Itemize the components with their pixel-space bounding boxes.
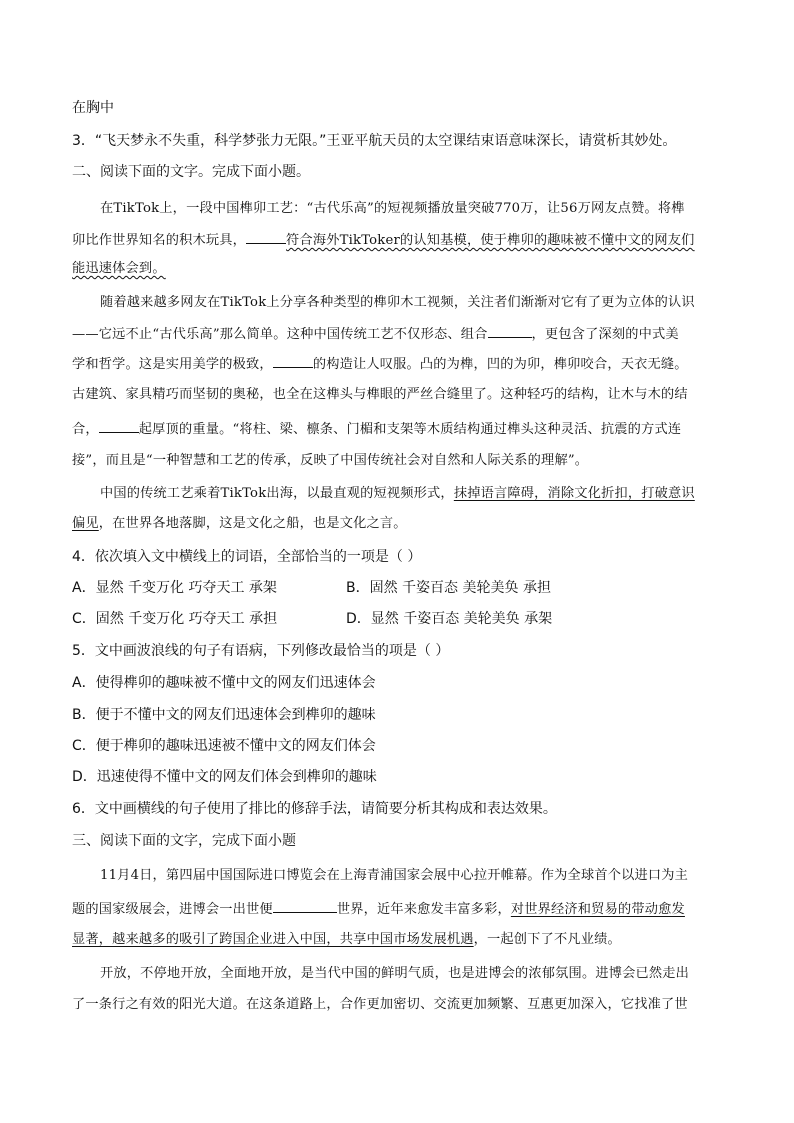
passage-line (100, 484, 750, 504)
passage-text: 卯比作世界知名的积木玩具， (72, 233, 247, 248)
fill-blank (273, 898, 337, 913)
wavy-underlined-sentence: 符合海外TikToker的认知基模，使于榫卯的趣味被不懂中文的网友们 (286, 233, 695, 248)
passage-line: 古建筑、家具精巧而坚韧的奥秘，也全在这榫头与榫眼的严丝合缝里了。这种轻巧的结构，让木与木的结 (72, 387, 688, 402)
section-3-heading: 三、阅读下面的文字，完成下面小题 (72, 833, 296, 849)
option-d: D．迅速使得不懂中文的网友们体会到榫卯的趣味 (72, 769, 377, 785)
passage-line (72, 930, 722, 950)
question-5: 5．文中画波浪线的句子有语病，下列修改最恰当的项是（ ） (72, 643, 450, 659)
passage-line (72, 418, 722, 440)
passage-line (72, 323, 722, 345)
passage-line: 了一条行之有效的阳光大道。在这条道路上，合作更加密切、交流更加频繁、互惠更加深入，它找准了世 (72, 997, 688, 1012)
passage-text: 中国的传统工艺乘着TikTok出海，以最直观的短视频形式， (100, 486, 454, 501)
section-2-heading: 二、阅读下面的文字。完成下面小题。 (72, 164, 310, 180)
passage-line: 11月4日，第四届中国国际进口博览会在上海青浦国家会展中心拉开帷幕。作为全球首个以进口为主 (100, 868, 689, 883)
underlined-sentence: 抹掉语言障碍，消除文化折扣，打破意识 (453, 486, 695, 501)
wavy-underlined-sentence: 能迅速体会到。 (72, 261, 166, 276)
underlined-sentence: 对世界经济和贸易的带动愈发 (510, 902, 685, 917)
option-a: A．显然 千变万化 巧夺天工 承架 (72, 580, 277, 596)
passage-line (72, 229, 722, 251)
option-b: B．便于不懂中文的网友们迅速体会到榫卯的趣味 (72, 707, 376, 723)
passage-text: ，一起创下了不凡业绩。 (473, 932, 621, 947)
fill-blank (99, 418, 139, 433)
passage-text: ，更包含了深刻的中式美 (531, 327, 679, 342)
underlined-sentence: 偏见 (72, 516, 99, 531)
question-4-options-row (72, 609, 553, 629)
underlined-sentence: 显著，越来越多的吸引了跨国企业进入中国，共享中国市场发展机遇 (72, 932, 474, 947)
fill-blank (246, 229, 286, 244)
option-a: A．使得榫卯的趣味被不懂中文的网友们迅速体会 (72, 675, 376, 691)
text-line: 在胸中 (72, 100, 114, 116)
passage-text: 合， (72, 422, 99, 437)
option-b: B．固然 千姿百态 美轮美奂 承担 (346, 580, 551, 596)
passage-text: ，在世界各地落脚，这是文化之船，也是文化之言。 (98, 516, 407, 531)
question-6: 6．文中画横线的句子使用了排比的修辞手法，请简要分析其构成和表达效果。 (72, 801, 557, 817)
option-c: C．固然 千变万化 巧夺天工 承担 (72, 611, 278, 627)
option-c: C．便于榫卯的趣味迅速被不懂中文的网友们体会 (72, 738, 376, 754)
passage-line: 在TikTok上，一段中国榫卯工艺：“古代乐高”的短视频播放量突破770万，让56万网友点赞。将榫 (100, 201, 685, 216)
question-4: 4．依次填入文中横线上的词语，全部恰当的一项是（ ） (72, 549, 422, 565)
passage-line: 接”，而且是“一种智慧和工艺的传承，反映了中国传统社会对自然和人际关系的理解”。 (72, 453, 589, 468)
passage-text: 起厚顶的重量。“将柱、梁、檩条、门楣和支架等木质结构通过榫头这种灵活、抗震的方式连 (138, 422, 682, 437)
passage-line (72, 898, 722, 920)
question-4-options-row (72, 578, 551, 598)
passage-line: 随着越来越多网友在TikTok上分享各种类型的榫卯木工视频，关注者们渐渐对它有了更为立体的认识 (100, 295, 695, 310)
fill-blank (488, 323, 532, 338)
option-d: D．显然 千姿百态 美轮美奂 承架 (346, 611, 553, 627)
passage-text: 的构造让人叹服。凸的为榫，凹的为卯，榫卯咬合，天衣无缝。 (312, 357, 688, 372)
passage-text: 世界，近年来愈发丰富多彩， (336, 902, 511, 917)
passage-text: 题的国家级展会，进博会一出世便 (72, 902, 273, 917)
passage-line (72, 259, 722, 279)
passage-line: 开放，不停地开放，全面地开放，是当代中国的鲜明气质，也是进博会的浓郁氛围。进博会已然走出 (100, 966, 690, 981)
passage-line (72, 353, 722, 375)
passage-text: ——它远不止“古代乐高”那么简单。这种中国传统工艺不仅形态、组合 (72, 327, 488, 342)
fill-blank (273, 353, 313, 368)
passage-line (72, 514, 722, 534)
question-3: 3．“飞天梦永不失重，科学梦张力无限。”王亚平航天员的太空课结束语意味深长，请赏析其妙处。 (72, 133, 677, 149)
passage-text: 学和哲学。这是实用美学的极致， (72, 357, 273, 372)
